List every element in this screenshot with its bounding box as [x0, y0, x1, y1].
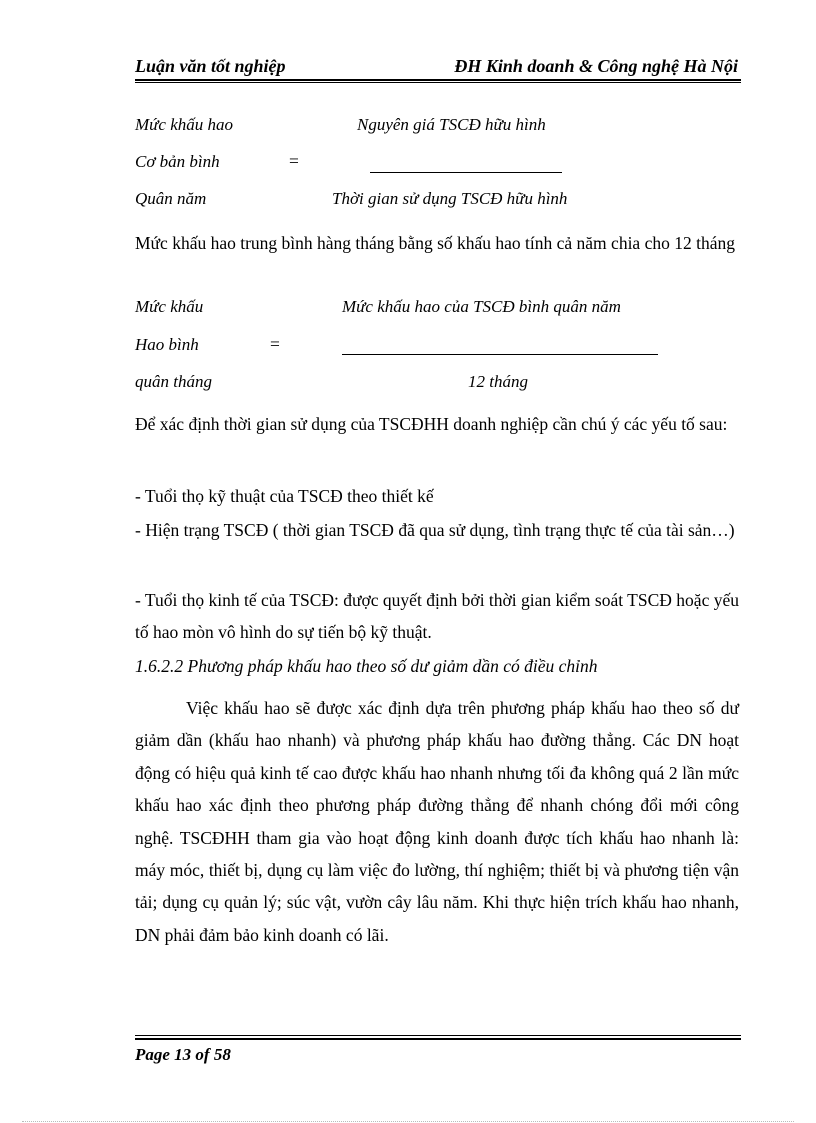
factor-item-economic-life: - Tuổi thọ kinh tế của TSCĐ: được quyết định bởi thời gian kiểm soát TSCĐ hoặc yếu tố hao mòn vô hình do sự tiến bộ kỹ thuật.	[135, 590, 739, 642]
formula2-equals: =	[270, 334, 280, 354]
body-paragraph: Việc khấu hao sẽ được xác định dựa trên phương pháp khấu hao theo số dư giảm dần (khấu hao nhanh) và phương pháp khấu hao đường thẳng. Các DN hoạt động có hiệu quả kinh tế cao được khấu hao nhanh nhưng tối đa không quá 2 lần mức khấu hao xác định theo phương pháp đường thẳng để nhanh chóng đổi mới công nghệ. TSCĐHH tham gia vào hoạt động kinh doanh được tích khấu hao nhanh là: máy móc, thiết bị, dụng cụ làm việc đo lường, thí nghiệm; thiết bị và phương tiện vận tải; dụng cụ quản lý; súc vật, vườn cây lâu năm. Khi thực hiện trích khấu hao nhanh, DN phải đảm bảo kinh doanh có lãi.	[135, 698, 739, 945]
page-number: Page 13 of 58	[135, 1045, 231, 1064]
formula2-label-line3: quân tháng	[135, 372, 212, 391]
monthly-depreciation-text: Mức khấu hao trung bình hàng tháng bằng số khấu hao tính cả năm chia cho 12 tháng	[135, 233, 735, 253]
factor-item-current-state: - Hiện trạng TSCĐ ( thời gian TSCĐ đã qua sử dụng, tình trạng thực tế của tài sản…)	[135, 520, 735, 540]
header-university: ĐH Kinh doanh & Công nghệ Hà Nội	[454, 56, 738, 76]
formula1-equals: =	[289, 151, 299, 171]
formula2-label-line1: Mức khấu	[135, 297, 204, 316]
header-rule-top	[135, 79, 741, 81]
header-rule-bottom	[135, 82, 741, 83]
formula1-fraction-bar	[370, 172, 562, 173]
footer-rule-bottom	[135, 1038, 741, 1040]
footer-rule-top	[135, 1035, 741, 1036]
page-bottom-divider	[22, 1121, 794, 1122]
formula1-label-line2: Cơ bản bình	[135, 152, 220, 171]
section-heading: 1.6.2.2 Phương pháp khấu hao theo số dư giảm dần có điều chỉnh	[135, 656, 598, 676]
formula2-fraction-bar	[342, 354, 658, 355]
factor-item-technical-life: - Tuổi thọ kỹ thuật của TSCĐ theo thiết kế	[135, 486, 434, 506]
formula1-numerator: Nguyên giá TSCĐ hữu hình	[357, 115, 546, 134]
formula2-numerator: Mức khấu hao của TSCĐ bình quân năm	[342, 297, 621, 316]
formula2-denominator: 12 tháng	[468, 372, 528, 391]
factors-intro: Để xác định thời gian sử dụng của TSCĐHH doanh nghiệp cần chú ý các yếu tố sau:	[135, 414, 728, 434]
header-thesis-title: Luận văn tốt nghiệp	[135, 56, 286, 76]
formula1-label-line1: Mức khấu hao	[135, 115, 234, 134]
formula2-label-line2: Hao bình	[135, 335, 199, 354]
formula1-denominator: Thời gian sử dụng TSCĐ hữu hình	[332, 189, 568, 208]
formula1-label-line3: Quân năm	[135, 189, 207, 208]
